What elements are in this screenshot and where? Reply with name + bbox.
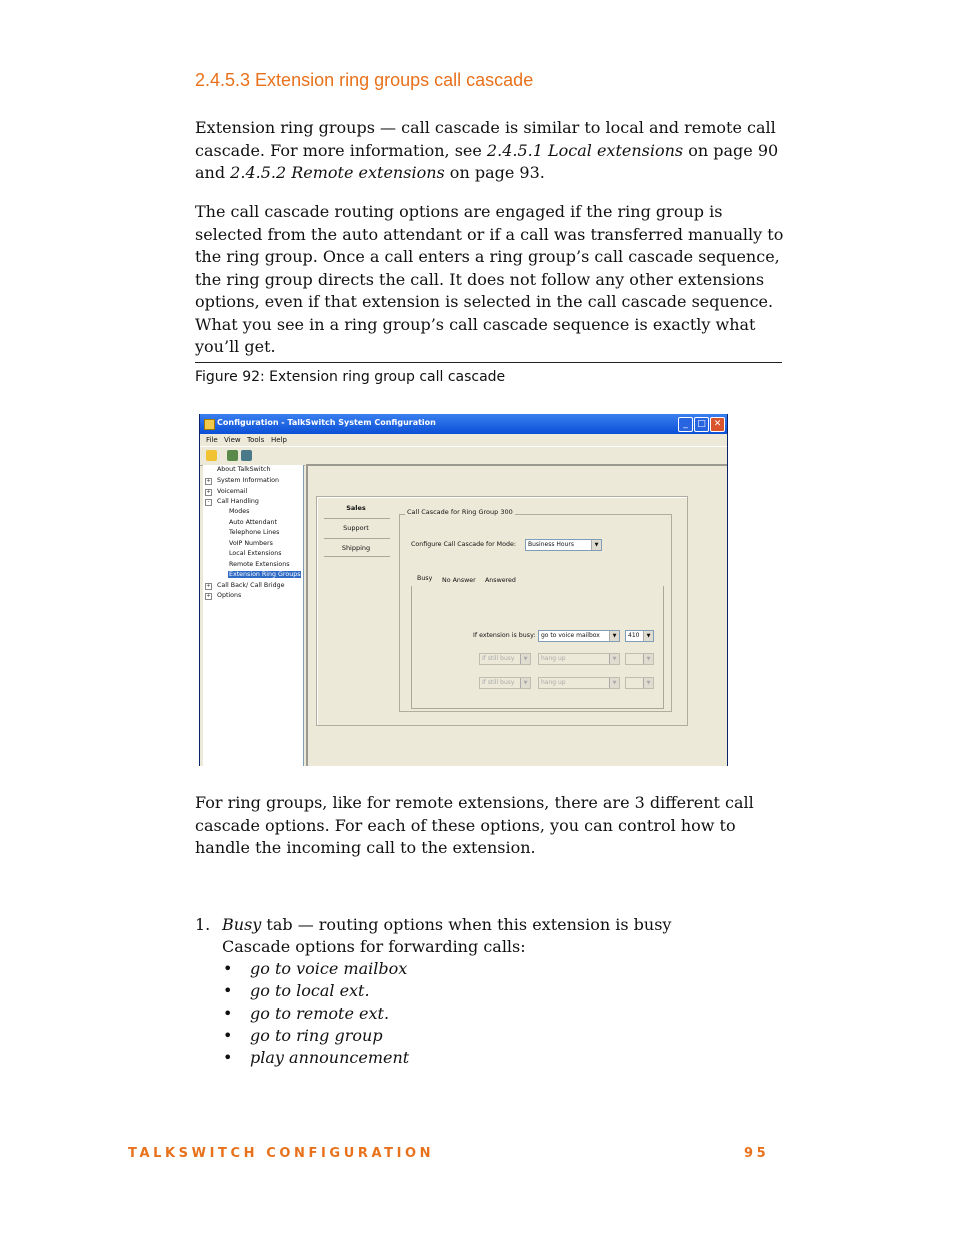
close-icon[interactable]: ✕ [710,417,725,432]
disabled-condition-select [479,653,531,665]
bullet: • [223,959,233,978]
chevron-down-icon: ▼ [591,540,601,550]
tab-divider [324,518,390,519]
receive-icon[interactable] [241,450,252,461]
options-paragraph: For ring groups, like for remote extensions, there are 3 different call cascade options. For each of these options, you can control how to handle the incoming call to the extension. [195,793,754,857]
bullet: • [223,1048,233,1067]
cascade-options-intro: Cascade options for forwarding calls: [222,937,526,956]
expand-icon[interactable]: + [206,583,211,589]
busy-ext-select[interactable] [625,630,654,642]
tree-item-about[interactable]: About TalkSwitch [217,466,271,473]
busy-label: If extension is busy: [473,632,536,639]
chevron-down-icon: ▼ [643,631,653,641]
expand-icon[interactable]: + [206,478,211,484]
open-icon[interactable] [206,450,217,461]
toolbar [200,446,727,466]
tree-item-modes[interactable]: Modes [229,508,250,515]
intro-mid: on page 90 and [195,140,779,182]
disabled-action-value: hang up [541,655,566,662]
disabled-action-value: hang up [541,679,566,686]
busy-action-select[interactable] [538,630,620,642]
chevron-down-icon: ▼ [643,654,653,664]
chevron-down-icon: ▼ [609,678,619,688]
disabled-action-select [538,677,620,689]
list-item: go to remote ext. [250,1004,390,1023]
tree-item-voip-numbers[interactable]: VoIP Numbers [229,540,273,547]
group-label: Call Cascade for Ring Group 300 [407,508,513,516]
cascade-tabs [411,574,526,586]
tab-divider [324,556,390,557]
tab-no-answer[interactable]: No Answer [442,577,476,584]
tab-answered[interactable]: Answered [485,577,516,584]
collapse-icon[interactable]: - [205,499,212,506]
disabled-condition-value: If still busy [482,655,515,662]
send-icon[interactable] [227,450,238,461]
figure-caption: Figure 92: Extension ring group call cascade [195,369,506,385]
page-number: 95 [744,1146,770,1161]
tree-item-local-extensions[interactable]: Local Extensions [229,550,282,557]
maximize-icon[interactable]: □ [694,417,709,432]
intro-text: Extension ring groups — call cascade is similar to local and remote call cascade. For more information, see [195,118,776,160]
mode-label: Configure Call Cascade for Mode: [411,541,516,548]
list-item: play announcement [250,1048,410,1067]
tree-item-call-handling[interactable]: Call Handling [217,498,259,505]
menu-view[interactable]: View [224,436,241,444]
tree-item-options[interactable]: Options [217,592,242,599]
busy-tab-panel [411,586,664,709]
section-heading: 2.4.5.3 Extension ring groups call cascade [195,70,534,90]
list-item: go to local ext. [250,981,370,1000]
window-titlebar [200,414,727,434]
minimize-icon[interactable]: _ [678,417,693,432]
figure-rule [195,362,782,363]
menu-tools[interactable]: Tools [247,436,265,444]
tab-divider [324,538,390,539]
tree-item-extension-ring-groups[interactable]: Extension Ring Groups [229,571,301,578]
list-item: go to ring group [250,1026,383,1045]
bullet: • [223,1026,233,1045]
bullet: • [223,981,233,1000]
mode-value: Business Hours [528,541,574,548]
disabled-condition-select [479,677,531,689]
busy-tab-name: Busy [222,915,262,934]
list-item: go to voice mailbox [250,959,408,978]
navigation-tree [203,465,304,766]
ring-group-tab-shipping[interactable]: Shipping [341,544,371,552]
tab-busy[interactable]: Busy [417,575,433,582]
disabled-condition-value: If still busy [482,679,515,686]
disabled-ext-select [625,653,654,665]
list-item-busy [222,914,671,937]
disabled-ext-select [625,677,654,689]
bullet: • [223,1004,233,1023]
ring-group-tab-sales[interactable]: Sales [346,504,366,512]
ring-group-tab-support[interactable]: Support [343,524,369,532]
tree-item-system-information[interactable]: System Information [217,477,279,484]
config-window-screenshot [199,414,728,766]
chevron-down-icon: ▼ [520,654,530,664]
local-extensions-ref: 2.4.5.1 Local extensions [486,140,684,160]
app-icon [204,419,215,430]
busy-ext-value: 410 [628,632,640,639]
tree-item-voicemail[interactable]: Voicemail [217,488,248,495]
chevron-down-icon: ▼ [520,678,530,688]
menu-file[interactable]: File [206,436,218,444]
tree-item-remote-extensions[interactable]: Remote Extensions [229,561,290,568]
busy-action-value: go to voice mailbox [541,632,600,639]
chevron-down-icon: ▼ [609,631,619,641]
list-number: 1. [195,915,211,934]
footer-section-title: TALKSWITCH CONFIGURATION [128,1146,435,1161]
chevron-down-icon: ▼ [643,678,653,688]
disabled-action-select [538,653,620,665]
expand-icon[interactable]: + [206,593,211,599]
expand-icon[interactable]: + [206,489,211,495]
remote-extensions-ref: 2.4.5.2 Remote extensions [230,163,445,182]
window-title: Configuration - TalkSwitch System Configuration [217,418,436,427]
routing-paragraph: The call cascade routing options are engaged if the ring group is selected from the auto attendant or if a call was transferred manually to the ring group. Once a call enters a ring group’s call cascade sequence, the ring group directs the call. It does not follow any other extensions options, even if that extension is selected in the call cascade sequence. What you see in a ring group’s call cascade sequence is exactly what you’ll get. [195,202,784,356]
menu-help[interactable]: Help [271,436,287,444]
mode-select[interactable] [525,539,602,551]
intro-paragraph [195,117,785,185]
tree-item-auto-attendant[interactable]: Auto Attendant [229,519,277,526]
tree-item-call-back[interactable]: Call Back/ Call Bridge [217,582,285,589]
chevron-down-icon: ▼ [609,654,619,664]
tree-item-telephone-lines[interactable]: Telephone Lines [229,529,280,536]
menu-bar [200,434,727,446]
busy-tab-desc: tab — routing options when this extension is busy [261,915,672,934]
intro-post: on page 93. [444,163,545,182]
